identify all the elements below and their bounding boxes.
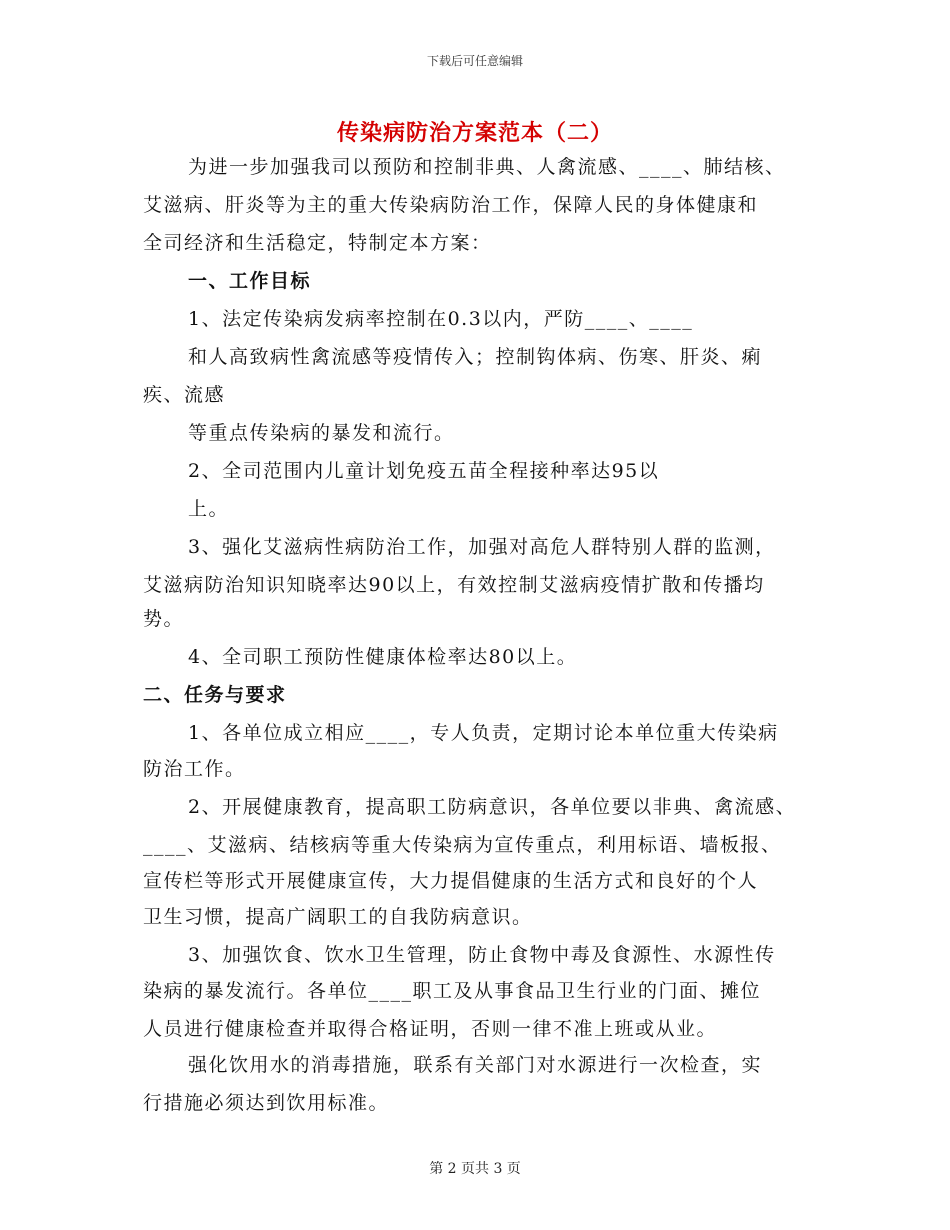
paragraph-line: 等重点传染病的暴发和流行。 [188, 422, 455, 444]
page-header: 下载后可任意编辑 [426, 54, 523, 68]
document-title: 传染病防治方案范本（二） [336, 120, 613, 146]
paragraph-line: 为进一步加强我司以预防和控制非典、人禽流感、____、肺结核、 [188, 156, 786, 178]
paragraph-line: 1、法定传染病发病率控制在0.3以内，严防____、____ [188, 308, 694, 330]
section-heading: 一、工作目标 [188, 270, 312, 292]
paragraph-line: 卫生习惯，提高广阔职工的自我防病意识。 [143, 906, 533, 928]
paragraph-line: 和人高致病性禽流感等疫情传入；控制钩体病、伤寒、肝炎、痢 [188, 346, 763, 368]
paragraph-line: 艾滋病、肝炎等为主的重大传染病防治工作，保障人民的身体健康和 [143, 194, 759, 216]
paragraph-line: 势。 [143, 608, 185, 630]
paragraph-line: 4、全司职工预防性健康体检率达80以上。 [188, 646, 578, 668]
paragraph-line: 人员进行健康检查并取得合格证明，否则一律不准上班或从业。 [143, 1018, 718, 1040]
paragraph-line: 疾、流感 [143, 384, 226, 406]
paragraph-line: 行措施必须达到饮用标准。 [143, 1092, 390, 1114]
paragraph-line: ____、艾滋病、结核病等重大传染病为宣传重点，利用标语、墙板报、 [143, 834, 782, 856]
paragraph-line: 上。 [188, 498, 230, 520]
paragraph-line: 宣传栏等形式开展健康宣传，大力提倡健康的生活方式和良好的个人 [143, 870, 759, 892]
paragraph-line: 强化饮用水的消毒措施，联系有关部门对水源进行一次检查，实 [188, 1054, 763, 1076]
paragraph-line: 艾滋病防治知识知晓率达90以上，有效控制艾滋病疫情扩散和传播均 [143, 574, 765, 596]
paragraph-line: 防治工作。 [143, 758, 246, 780]
page-footer: 第 2 页共 3 页 [429, 1161, 521, 1177]
paragraph-line: 3、加强饮食、饮水卫生管理，防止食物中毒及食源性、水源性传 [188, 944, 776, 966]
paragraph-line: 2、开展健康教育，提高职工防病意识，各单位要以非典、禽流感、 [188, 796, 797, 818]
paragraph-line: 1、各单位成立相应____，专人负责，定期讨论本单位重大传染病 [188, 722, 779, 744]
paragraph-line: 染病的暴发流行。各单位____职工及从事食品卫生行业的门面、摊位 [143, 980, 762, 1002]
paragraph-line: 2、全司范围内儿童计划免疫五苗全程接种率达95以 [188, 460, 660, 482]
section-heading: 二、任务与要求 [143, 684, 287, 706]
paragraph-line: 全司经济和生活稳定，特制定本方案： [143, 232, 492, 254]
paragraph-line: 3、强化艾滋病性病防治工作，加强对高危人群特别人群的监测， [188, 536, 776, 558]
